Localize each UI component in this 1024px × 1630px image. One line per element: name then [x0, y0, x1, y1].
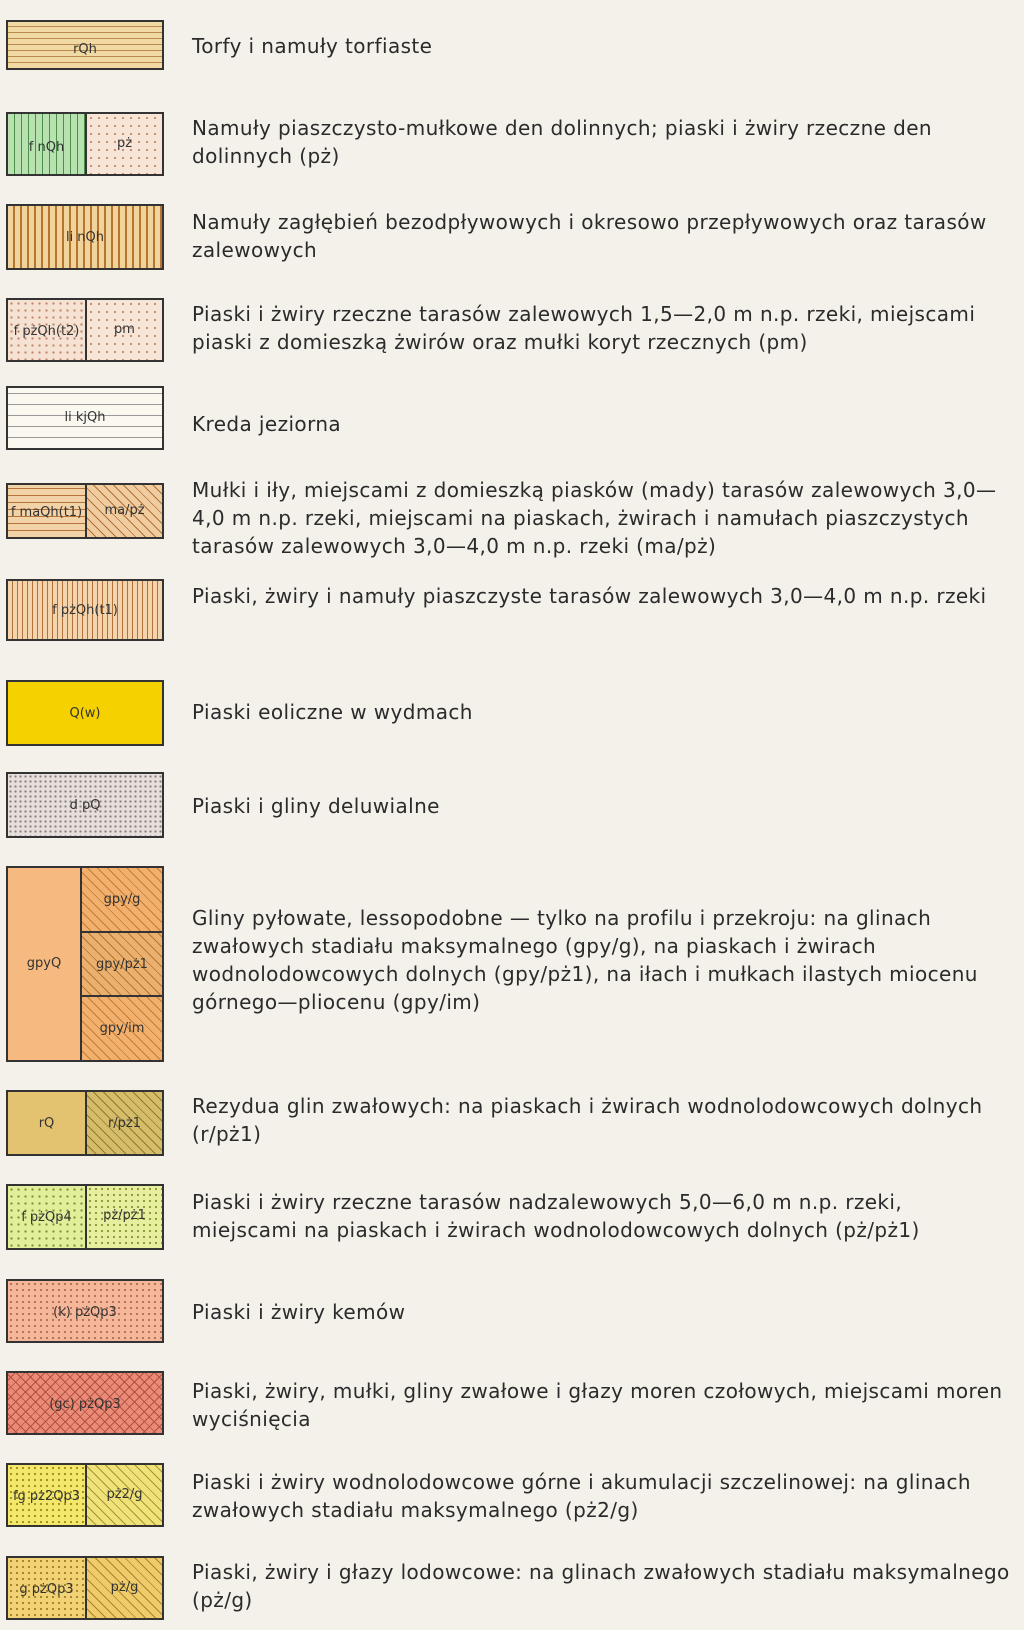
legend-description: Piaski, żwiry i namuły piaszczyste tarasów zalewowych 3,0—4,0 m n.p. rzeki: [192, 584, 987, 608]
legend-description: Torfy i namuły torfiaste: [192, 34, 433, 58]
swatch-pattern: [8, 485, 85, 537]
symbol-label: fg pż2Qp3: [12, 1489, 81, 1504]
legend-swatch: [6, 386, 164, 450]
legend-description: Namuły zagłębień bezodpływowych i okresowo przepływowych oraz tarasów zalewowych: [192, 210, 987, 262]
legend-swatch: [6, 1463, 164, 1527]
legend-description: Kreda jeziorna: [192, 412, 342, 436]
legend-swatch: [6, 1556, 164, 1620]
swatch-pattern: [8, 774, 162, 836]
swatch-pattern-right: [85, 1186, 162, 1248]
legend-swatch: [6, 112, 164, 176]
symbol-label: d pQ: [69, 798, 101, 813]
symbol-label: gpyQ: [26, 956, 62, 971]
legend-description: Piaski, żwiry i głazy lodowcowe: na glinach zwałowych stadiału maksymalnego (pż/g): [192, 1560, 1010, 1612]
swatch-pattern: [8, 868, 80, 1060]
swatch-pattern: [8, 300, 85, 360]
legend-swatch: [6, 20, 164, 70]
symbol-label: (k) pżQp3: [53, 1305, 117, 1320]
legend-swatch: [6, 866, 164, 1062]
symbol-label-right: pż/pż1: [103, 1208, 146, 1223]
symbol-label-stack: gpy/pż1: [96, 956, 148, 972]
symbol-label: rQh: [73, 42, 97, 57]
legend-swatch: [6, 1090, 164, 1156]
symbol-label-stack: gpy/g: [103, 892, 141, 907]
swatch-stack: [80, 868, 162, 1060]
swatch-pattern-right: [85, 1465, 162, 1525]
swatch-pattern: [8, 1186, 85, 1248]
swatch-pattern-right: [85, 1558, 162, 1618]
legend-description: Namuły piaszczysto-mułkowe den dolinnych; piaski i żwiry rzeczne den dolinnych (pż): [192, 116, 932, 168]
swatch-pattern: [8, 682, 162, 744]
symbol-label: Q(w): [69, 706, 101, 721]
symbol-label: f pżQh(t2): [13, 324, 80, 339]
symbol-label-right: pm: [114, 322, 135, 337]
swatch-pattern: [8, 22, 162, 68]
swatch-pattern: [8, 581, 162, 639]
swatch-pattern: [8, 114, 85, 174]
symbol-label: f pżQp4: [21, 1210, 72, 1225]
legend-description: Piaski i żwiry kemów: [192, 1300, 406, 1324]
swatch-pattern-right: [85, 114, 162, 174]
legend-swatch: [6, 1371, 164, 1435]
symbol-label: f maQh(t1): [10, 505, 83, 520]
symbol-label: g pżQp3: [19, 1582, 74, 1597]
symbol-label: f nQh: [28, 140, 65, 155]
legend-description: Mułki i iły, miejscami z domieszką piasków (mady) tarasów zalewowych 3,0—4,0 m n.p. rzeki, miejscami na piaskach, żwirach i namułach piaszczystych tarasów zalewowych 3,0—4,0 m n.p. rzeki (ma/pż): [192, 478, 997, 558]
legend-swatch: [6, 298, 164, 362]
legend-description: Piaski eoliczne w wydmach: [192, 700, 473, 724]
swatch-pattern: [8, 1092, 85, 1154]
legend-swatch: [6, 204, 164, 270]
swatch-pattern-stack-3: [82, 995, 162, 1060]
swatch-pattern: [8, 206, 162, 268]
swatch-pattern: [8, 1465, 85, 1525]
legend-description: Piaski, żwiry, mułki, gliny zwałowe i głazy moren czołowych, miejscami moren wyciśnięcia: [192, 1379, 1003, 1431]
swatch-pattern-right: [85, 1092, 162, 1154]
legend-swatch: [6, 579, 164, 641]
legend-description: Rezydua glin zwałowych: na piaskach i żwirach wodnolodowcowych dolnych (r/pż1): [192, 1094, 983, 1146]
swatch-pattern: [8, 1558, 85, 1618]
swatch-pattern-stack-1: [82, 868, 162, 931]
symbol-label: rQ: [38, 1116, 55, 1131]
legend-swatch: [6, 680, 164, 746]
swatch-pattern: [8, 1281, 162, 1341]
legend-description: Gliny pyłowate, lessopodobne — tylko na profilu i przekroju: na glinach zwałowych stadiału maksymalnego (gpy/g), na piaskach i żwirach wodnolodowcowych dolnych (gpy/pż1), na iłach i mułkach ilastych miocenu górnego—pliocenu (gpy/im): [192, 906, 978, 1014]
legend-swatch: [6, 1279, 164, 1343]
symbol-label-right: pż: [116, 136, 133, 151]
symbol-label-right: pż2/g: [106, 1487, 143, 1502]
legend-description: Piaski i żwiry rzeczne tarasów zalewowych 1,5—2,0 m n.p. rzeki, miejscami piaski z domieszką żwirów oraz mułki koryt rzecznych (pm): [192, 302, 976, 354]
swatch-pattern: [8, 1373, 162, 1433]
symbol-label-right: pż/g: [110, 1580, 139, 1595]
symbol-label: (gc) pżQp3: [49, 1397, 121, 1412]
legend-description: Piaski i żwiry wodnolodowcowe górne i akumulacji szczelinowej: na glinach zwałowych stadiału maksymalnego (pż2/g): [192, 1470, 971, 1522]
symbol-label: f pżQh(t1): [52, 603, 118, 618]
swatch-pattern-right: [85, 485, 162, 537]
legend-description: Piaski i gliny deluwialne: [192, 794, 440, 818]
symbol-label: li kjQh: [64, 410, 106, 425]
legend-description: Piaski i żwiry rzeczne tarasów nadzalewowych 5,0—6,0 m n.p. rzeki, miejscami na piaskach i żwirach wodnolodowcowych dolnych (pż/pż1): [192, 1190, 920, 1242]
symbol-label-right: r/pż1: [107, 1116, 142, 1131]
swatch-pattern-right: [85, 300, 162, 360]
symbol-label-right: ma/pż: [104, 503, 145, 518]
legend-swatch: [6, 1184, 164, 1250]
legend-swatch: [6, 772, 164, 838]
symbol-label-stack: gpy/im: [99, 1021, 145, 1037]
swatch-pattern-stack-2: [82, 931, 162, 996]
swatch-pattern: [8, 388, 162, 448]
symbol-label: li nQh: [65, 230, 105, 245]
legend-swatch: [6, 483, 164, 539]
